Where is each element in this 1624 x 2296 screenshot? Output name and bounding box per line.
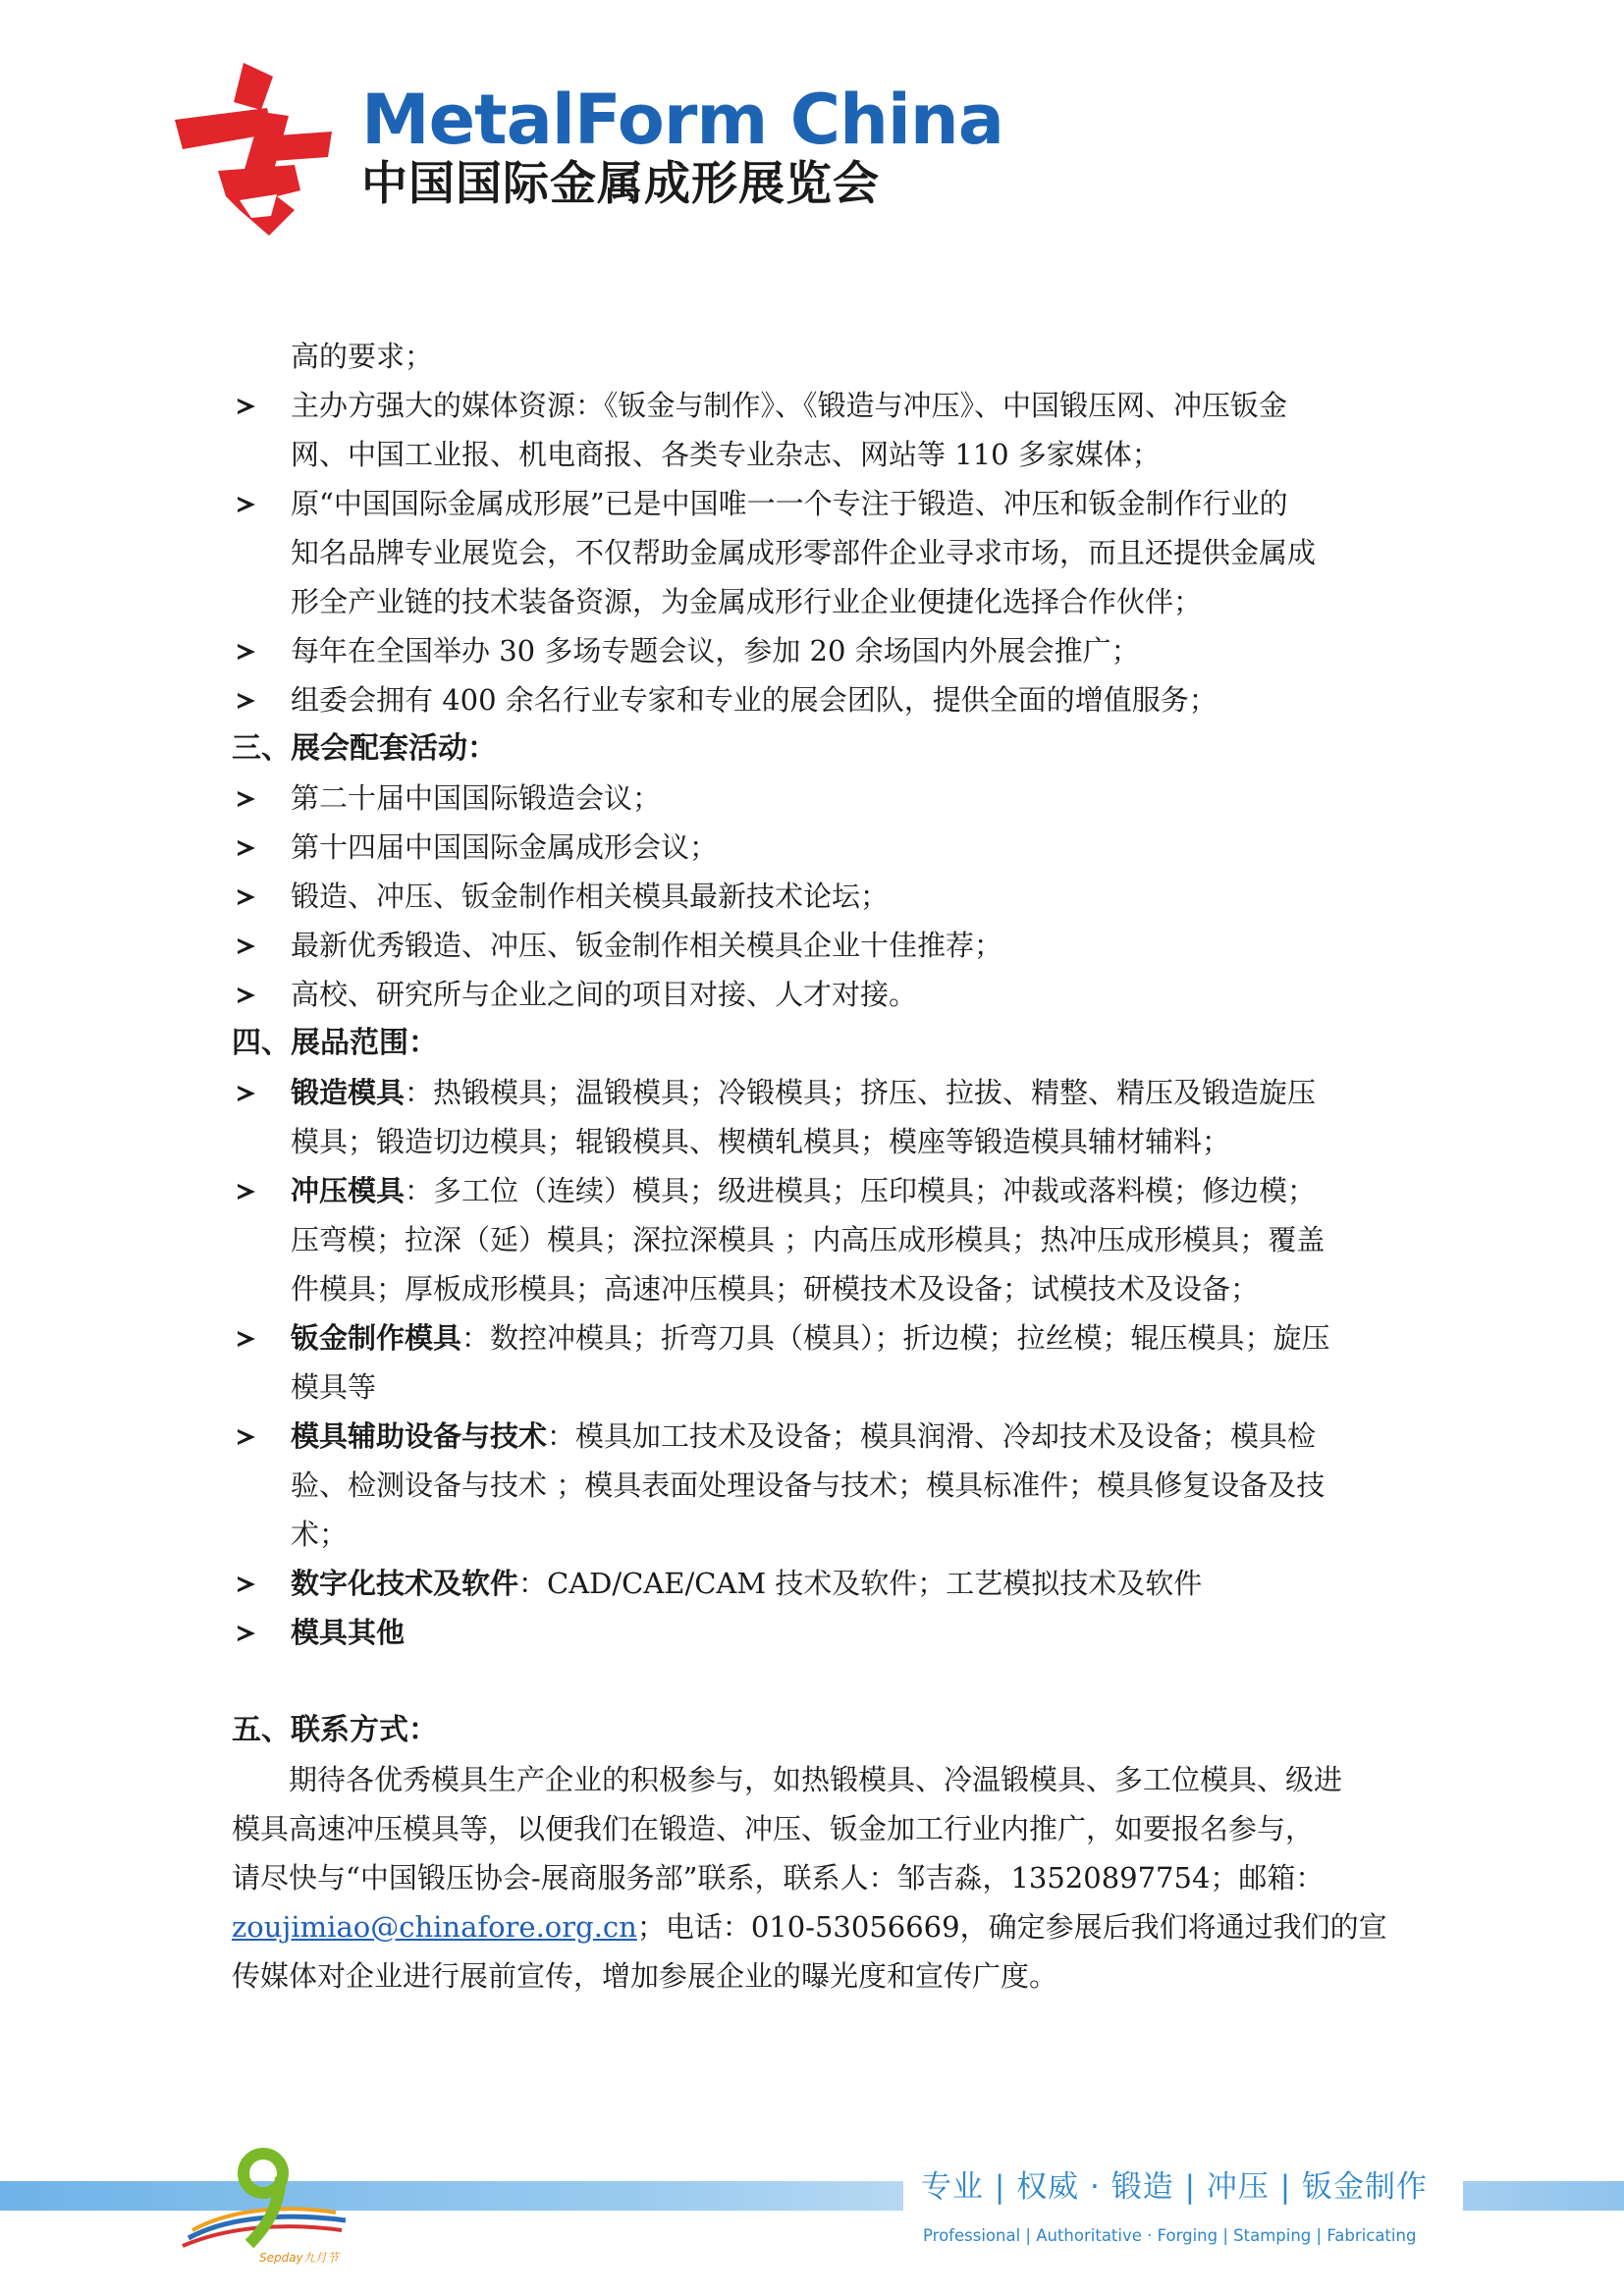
brand-english-name: MetalForm China xyxy=(361,80,1003,160)
contact-line: 期待各优秀模具生产企业的积极参与，如热锻模具、冷温锻模具、多工位模具、级进 xyxy=(289,1763,1343,1796)
footer-slogan-en: Professional | Authoritative · Forging | Stamping | Fabricating xyxy=(923,2226,1417,2245)
product-item: 模具辅助设备与技术：模具加工技术及设备；模具润滑、冷却技术及设备；模具检 xyxy=(232,1412,1396,1461)
sepday-logo-icon xyxy=(169,2148,365,2266)
activity-item: 高校、研究所与企业之间的项目对接、人才对接。 xyxy=(232,970,1396,1019)
product-label: 钣金制作模具 xyxy=(291,1321,462,1355)
document-body xyxy=(232,332,1396,2001)
contact-paragraph xyxy=(232,1755,1396,2001)
product-label: 模具其他 xyxy=(291,1616,406,1649)
brand-block xyxy=(361,80,1003,214)
contact-line: 请尽快与“中国锻压协会-展商服务部”联系，联系人：邹吉淼，13520897754；邮箱： xyxy=(232,1861,1325,1895)
activity-item: 第十四届中国国际金属成形会议； xyxy=(232,823,1396,872)
product-item-cont: 件模具；厚板成形模具；高速冲压模具；研模技术及设备；试模技术及设备； xyxy=(291,1272,1260,1306)
contact-line: 模具高速冲压模具等，以便我们在锻造、冲压、钣金加工行业内推广，如要报名参与， xyxy=(232,1812,1315,1845)
section-heading-activities: 三、展会配套活动： xyxy=(232,731,497,766)
section-heading-contact: 五、联系方式： xyxy=(232,1713,438,1747)
arrow-bullet-icon xyxy=(236,1608,265,1657)
arrow-bullet-icon xyxy=(236,774,265,823)
products-list xyxy=(232,1068,1396,1657)
advantage-item-cont: 知名品牌专业展览会，不仅帮助金属成形零部件企业寻求市场，而且还提供金属成 xyxy=(291,536,1317,569)
footer-slogan-cn: 专业 | 权威 · 锻造 | 冲压 | 钣金制作 xyxy=(921,2169,1429,2205)
arrow-bullet-icon xyxy=(236,1412,265,1461)
activity-item: 最新优秀锻造、冲压、钣金制作相关模具企业十佳推荐； xyxy=(232,921,1396,970)
arrow-bullet-icon xyxy=(236,479,265,528)
advantage-item: 原“中国国际金属成形展”已是中国唯一一个专注于锻造、冲压和钣金制作行业的 xyxy=(232,479,1396,528)
advantage-item: 每年在全国举办 30 多场专题会议，参加 20 余场国内外展会推广； xyxy=(232,626,1396,675)
arrow-bullet-icon xyxy=(236,1559,265,1608)
product-item: 冲压模具：多工位（连续）模具；级进模具；压印模具；冲裁或落料模；修边模； xyxy=(232,1166,1396,1215)
product-label: 模具辅助设备与技术 xyxy=(291,1419,548,1453)
advantages-list xyxy=(232,381,1396,724)
arrow-bullet-icon xyxy=(236,626,265,675)
product-item: 钣金制作模具：数控冲模具；折弯刀具（模具）；折边模；拉丝模；辊压模具；旋压 xyxy=(232,1313,1396,1362)
product-item-cont: 模具；锻造切边模具；辊锻模具、楔横轧模具；模座等锻造模具辅材辅料； xyxy=(291,1125,1231,1158)
product-label: 数字化技术及软件 xyxy=(291,1567,519,1600)
advantage-item: 主办方强大的媒体资源：《钣金与制作》、《锻造与冲压》、中国锻压网、冲压钣金 xyxy=(232,381,1396,430)
product-item-cont: 模具等 xyxy=(291,1370,377,1404)
contact-line: zoujimiao@chinafore.org.cn；电话：010-53056669，确定参展后我们将通过我们的宣 xyxy=(232,1910,1387,1944)
intro-tail: 高的要求； xyxy=(291,340,434,373)
product-label: 冲压模具 xyxy=(291,1174,406,1207)
activities-list xyxy=(232,774,1396,1019)
product-item-cont: 验、检测设备与技术 ；模具表面处理设备与技术；模具标准件；模具修复设备及技 xyxy=(291,1468,1326,1502)
product-item-cont: 压弯模；拉深（延）模具；深拉深模具 ；内高压成形模具；热冲压成形模具；覆盖 xyxy=(291,1223,1326,1256)
product-item: 锻造模具：热锻模具；温锻模具；冷锻模具；挤压、拉拔、精整、精压及锻造旋压 xyxy=(232,1068,1396,1117)
arrow-bullet-icon xyxy=(236,921,265,970)
sepday-logo-text: Sepday九月节 xyxy=(259,2251,339,2265)
product-item xyxy=(232,1608,1396,1657)
arrow-bullet-icon xyxy=(236,675,265,724)
arrow-bullet-icon xyxy=(236,1313,265,1362)
section-heading-products: 四、展品范围： xyxy=(232,1026,438,1060)
arrow-bullet-icon xyxy=(236,970,265,1019)
contact-line: 传媒体对企业进行展前宣传，增加参展企业的曝光度和宣传广度。 xyxy=(232,1959,1058,1993)
activity-item: 锻造、冲压、钣金制作相关模具最新技术论坛； xyxy=(232,872,1396,921)
product-item: 数字化技术及软件：CAD/CAE/CAM 技术及软件；工艺模拟技术及软件 xyxy=(232,1559,1396,1608)
brand-chinese-name: 中国国际金属成形展览会 xyxy=(361,157,880,211)
email-link[interactable]: zoujimiao@chinafore.org.cn xyxy=(232,1910,637,1944)
advantage-item: 组委会拥有 400 余名行业专家和专业的展会团队，提供全面的增值服务； xyxy=(232,675,1396,724)
product-label: 锻造模具 xyxy=(291,1076,406,1109)
advantage-item-cont: 形全产业链的技术装备资源，为金属成形行业企业便捷化选择合作伙伴； xyxy=(291,585,1203,618)
arrow-bullet-icon xyxy=(236,1068,265,1117)
activity-item: 第二十届中国国际锻造会议； xyxy=(232,774,1396,823)
product-item-cont: 术； xyxy=(291,1518,349,1551)
arrow-bullet-icon xyxy=(236,381,265,430)
arrow-bullet-icon xyxy=(236,1166,265,1215)
advantage-item-cont: 网、中国工业报、机电商报、各类专业杂志、网站等 110 多家媒体； xyxy=(291,438,1161,471)
arrow-bullet-icon xyxy=(236,823,265,872)
metalform-logo-icon xyxy=(175,63,332,236)
arrow-bullet-icon xyxy=(236,872,265,921)
